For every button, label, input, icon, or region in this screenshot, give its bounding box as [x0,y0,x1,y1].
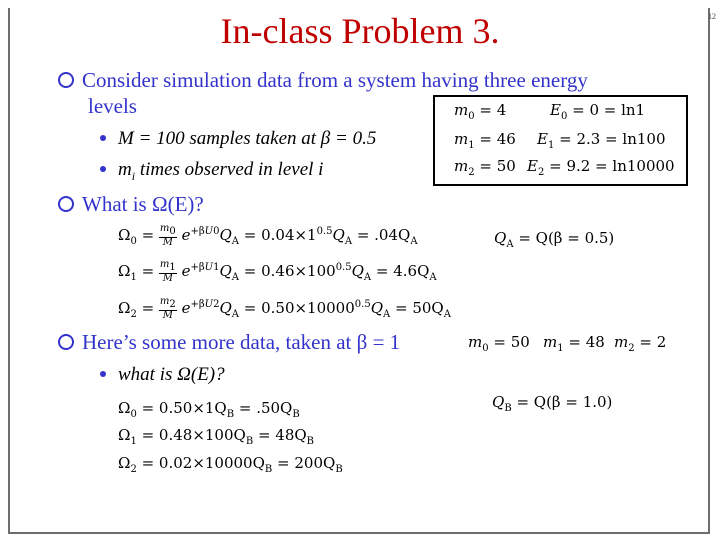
sub-bullet-dot-icon [100,135,106,141]
bullet-more-data: Here’s some more data, taken at β = 1 [58,330,400,355]
energy-row-0: $m_0 = 4$ [454,101,507,122]
count-m2: $m_2 = 2$ [614,333,667,354]
count-m0: $m_0 = 50$ [468,333,530,354]
qa-definition: $Q_A = Q(\beta = 0.5)$ [494,229,615,250]
bullet-ring-icon [58,72,74,88]
omega-a-row-2: $\Omega_2$ = $\frac{m_2}{M}$ $e^{+\beta U2}Q_A = 0.50\times 10000^{0.5}Q_A = 50Q_A$ [118,296,451,321]
bullet-ring-icon [58,196,74,212]
sub-bullet-m: M = 100 samples taken at β = 0.5 [100,128,376,150]
bullet-what-omega: What is Ω(E)? [58,192,204,217]
omega-a-row-1: $\Omega_1$ = $\frac{m_1}{M}$ $e^{+\beta U1}Q_A = 0.46\times 100^{0.5}Q_A = 4.6Q_A$ [118,259,437,284]
sub-bullet-dot-icon [100,166,106,172]
slide-title: In-class Problem 3. [220,11,500,51]
bullet-consider: Consider simulation data from a system having three energy [58,68,588,93]
energy-row-2: $m_2 = 50$ [454,157,516,178]
omega-b-row-0: $\Omega_0 = 0.50\times 1Q_B = .50Q_B$ [118,399,300,420]
count-m1: $m_1 = 48$ [543,333,605,354]
bullet-consider-cont: levels [88,94,137,118]
slide-number: 12 [708,12,716,21]
sub-bullet-what-omega: what is Ω(E)? [100,364,225,386]
energy-value-2: $E_2 = 9.2 = \ln 10000$ [527,157,675,178]
sub-bullet-mi: $m_i$ times observed in level i [100,159,323,184]
omega-a-row-0: $\Omega_0$ = $\frac{m_0}{M}$ $e^{+\beta U0}Q_A = 0.04\times 1^{0.5}Q_A = .04Q_A$ [118,223,418,248]
energy-value-1: $E_1 = 2.3 = \ln 100$ [537,130,666,151]
omega-b-row-1: $\Omega_1 = 0.48\times 100Q_B = 48Q_B$ [118,426,315,447]
omega-b-row-2: $\Omega_2 = 0.02\times 10000Q_B = 200Q_B$ [118,454,343,475]
bullet-ring-icon [58,334,74,350]
energy-value-0: $E_0 = 0 = \ln 1$ [550,101,646,122]
sub-bullet-dot-icon [100,371,106,377]
qb-definition: $Q_B = Q(\beta = 1.0)$ [492,393,613,414]
energy-row-1: $m_1 = 46$ [454,130,516,151]
